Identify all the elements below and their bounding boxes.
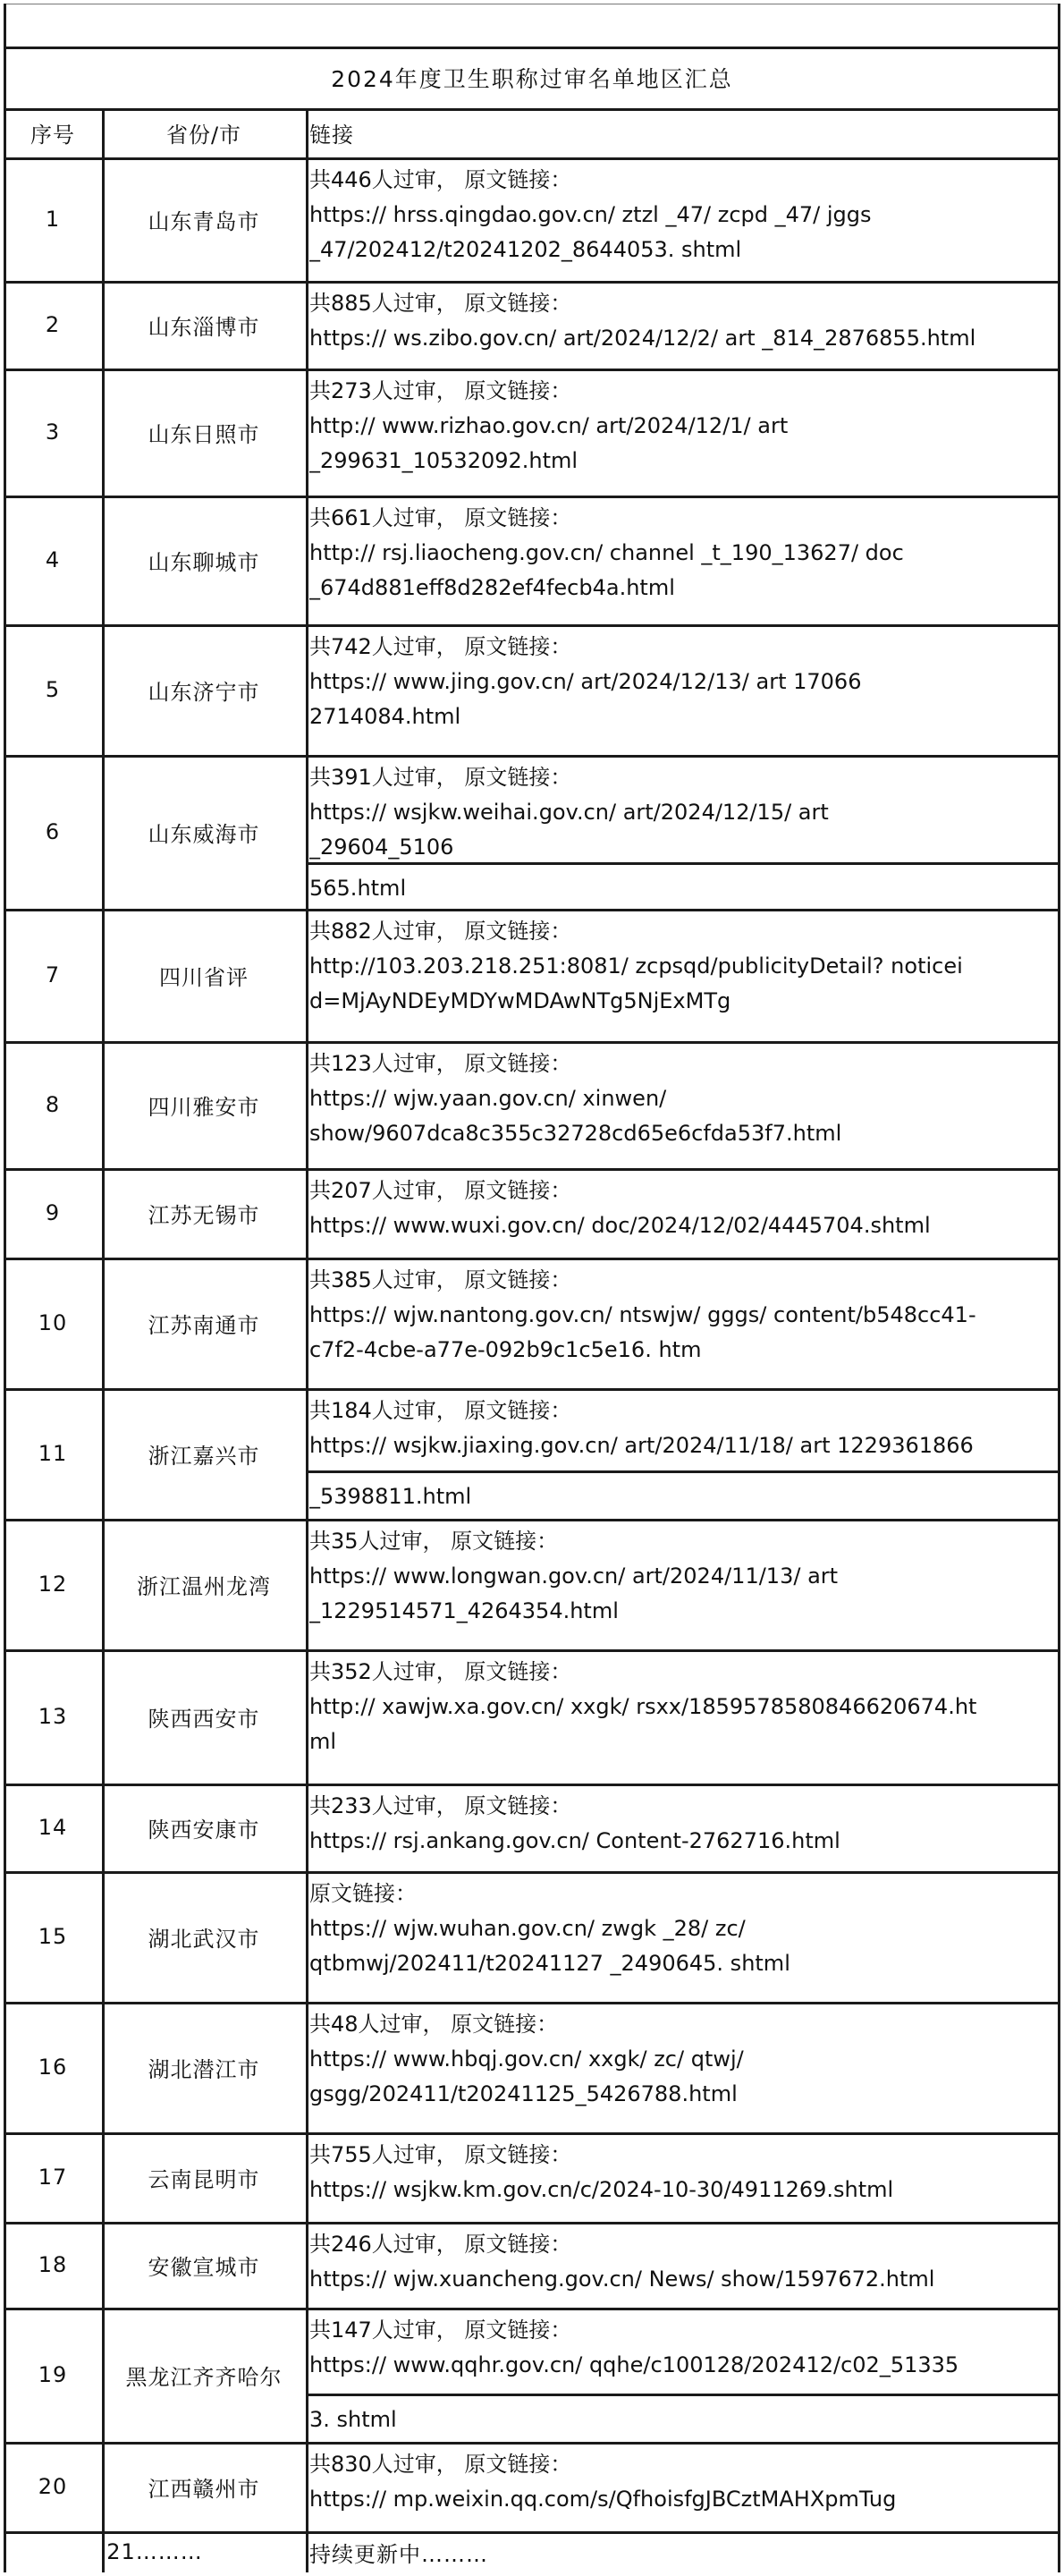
source-link[interactable]: https:// mp.weixin.qq.com/s/QfhoisfgJBCztMAHXpmTug [309,2487,897,2512]
row-link-text [309,914,1057,1039]
source-link[interactable]: _47/202412/t20241202_8644053. shtml [309,237,742,262]
table-rule [306,1470,1060,1473]
row-number: 17 [38,2165,68,2190]
row-number: 18 [38,2252,68,2277]
source-link[interactable]: 2714084.html [309,704,461,729]
source-link[interactable]: gsgg/202411/t20241125_5426788.html [309,2081,738,2106]
source-link[interactable]: https:// www.jing.gov.cn/ art/2024/12/13/ art 17066 [309,669,862,694]
row-number: 3 [45,419,61,445]
row-number: 6 [45,819,61,844]
source-link[interactable]: https:// wsjkw.jiaxing.gov.cn/ art/2024/11/18/ art 1229361866 [309,1433,974,1458]
row-number: 15 [38,1924,68,1949]
row-link-text [309,2313,1057,2440]
row-region: 江苏南通市 [148,1312,260,1338]
row-region: 四川省评 [159,964,249,990]
header-region: 省份/市 [165,123,242,148]
row-number: 2 [45,312,61,337]
row-link-text [309,163,1057,279]
source-link[interactable]: https:// www.qqhr.gov.cn/ qqhe/c100128/202412/c02_51335 [309,2352,959,2377]
row-region: 湖北潜江市 [148,2056,260,2082]
row-link-text [309,1877,1057,2000]
row-region: 陕西西安市 [148,1706,260,1732]
approved-count-text: 共246人过审， 原文链接： [309,2232,572,2257]
source-link[interactable]: _5398811.html [309,1484,472,1509]
source-link[interactable]: c7f2-4cbe-a77e-092b9c1c5e16. htm [309,1337,702,1362]
row-number: 9 [45,1200,61,1225]
row-region: 浙江嘉兴市 [148,1443,260,1469]
header-num: 序号 [30,123,75,148]
row-link-text [309,1394,1057,1517]
approved-count-text: 共233人过审， 原文链接： [309,1793,572,1818]
row-number: 14 [38,1815,68,1840]
row-link-text [309,1174,1057,1256]
approved-count-text: 共742人过审， 原文链接： [309,634,572,659]
row-region: 山东淄博市 [148,314,260,340]
row-link-text [309,2007,1057,2131]
row-region: 四川雅安市 [148,1094,260,1120]
row-region: 湖北武汉市 [148,1926,260,1952]
row-link-text [309,1046,1057,1166]
row-number: 5 [45,677,61,702]
row-link-text [309,1263,1057,1386]
source-link[interactable]: qtbmwj/202411/t20241127 _2490645. shtml [309,1951,790,1976]
source-link[interactable]: https:// hrss.qingdao.gov.cn/ ztzl _47/ zcpd _47/ jggs [309,202,872,227]
source-link[interactable]: https:// wsjkw.km.gov.cn/c/2024-10-30/4911269.shtml [309,2177,894,2202]
source-link[interactable]: https:// wjw.yaan.gov.cn/ xinwen/ [309,1086,667,1111]
row-region: 山东济宁市 [148,679,260,705]
row-link-text [309,2227,1057,2306]
source-link[interactable]: http:// rsj.liaocheng.gov.cn/ channel _t_190_13627/ doc [309,540,904,565]
source-link[interactable]: http:// www.rizhao.gov.cn/ art/2024/12/1/ art [309,413,789,438]
approved-count-text: 共184人过审， 原文链接： [309,1398,572,1423]
source-link[interactable]: _299631_10532092.html [309,448,578,473]
approved-count-text: 共755人过审， 原文链接： [309,2142,572,2167]
row-region: 云南昆明市 [148,2166,260,2192]
row-link-text [309,1655,1057,1782]
source-link[interactable]: ml [309,1729,337,1754]
approved-count-text: 共882人过审， 原文链接： [309,919,572,944]
row-link-text [309,2447,1057,2529]
footer-continue-note: 持续更新中……… [309,2541,488,2567]
approved-count-text: 共123人过审， 原文链接： [309,1051,572,1076]
source-link[interactable]: https:// www.hbqj.gov.cn/ xxgk/ zc/ qtwj/ [309,2046,744,2072]
source-link[interactable]: https:// ws.zibo.gov.cn/ art/2024/12/2/ art _814_2876855.html [309,326,976,351]
source-link[interactable]: http://103.203.218.251:8081/ zcpsqd/publicityDetail? noticei [309,953,963,979]
row-number: 4 [45,547,61,572]
row-number: 16 [38,2055,68,2080]
row-region: 浙江温州龙湾 [137,1573,271,1599]
source-link[interactable]: https:// wsjkw.weihai.gov.cn/ art/2024/12/15/ art [309,800,829,825]
source-link[interactable]: _29604_5106 [309,835,454,860]
row-link-text [309,1789,1057,1869]
table-rule [306,2394,1060,2396]
row-link-text [309,1524,1057,1648]
approved-count-text: 共391人过审， 原文链接： [309,765,572,790]
approved-count-text: 共273人过审， 原文链接： [309,378,572,403]
approved-count-text: 原文链接： [309,1881,417,1906]
row-region: 安徽宣城市 [148,2254,260,2280]
row-number: 13 [38,1704,68,1729]
row-region: 江苏无锡市 [148,1202,260,1228]
page-title: 2024年度卫生职称过审名单地区汇总 [331,65,733,92]
row-region: 山东威海市 [148,821,260,847]
approved-count-text: 共385人过审， 原文链接： [309,1267,572,1292]
source-link[interactable]: https:// wjw.xuancheng.gov.cn/ News/ show/1597672.html [309,2267,935,2292]
footer-next-number: 21……… [106,2539,203,2564]
approved-count-text: 共207人过审， 原文链接： [309,1178,572,1203]
table-border-right [1058,4,1060,2572]
summary-table [4,4,1060,2572]
row-number: 19 [38,2362,68,2387]
approved-count-text: 共446人过审， 原文链接： [309,167,572,192]
source-link[interactable]: show/9607dca8c355c32728cd65e6cfda53f7.html [309,1121,842,1146]
row-number: 7 [45,962,61,987]
source-link[interactable]: d=MjAyNDEyMDYwMDAwNTg5NjExMTg [309,988,731,1013]
source-link[interactable]: http:// xawjw.xa.gov.cn/ xxgk/ rsxx/1859578580846620674.ht [309,1694,977,1719]
source-link[interactable]: https:// wjw.nantong.gov.cn/ ntswjw/ gggs/ content/b548cc41- [309,1302,976,1327]
source-link[interactable]: _674d881eff8d282ef4fecb4a.html [309,575,675,600]
source-link[interactable]: 565.html [309,876,407,901]
row-link-text [309,501,1057,623]
row-region: 山东日照市 [148,421,260,447]
row-link-text [309,286,1057,367]
source-link[interactable]: https:// rsj.ankang.gov.cn/ Content-2762716.html [309,1828,840,1853]
row-region: 陕西安康市 [148,1817,260,1843]
row-link-text [309,760,1057,907]
table-rule [306,862,1060,865]
row-number: 10 [38,1310,68,1335]
approved-count-text: 共147人过审， 原文链接： [309,2318,572,2343]
row-number: 8 [45,1092,61,1117]
source-link[interactable]: _1229514571_4264354.html [309,1598,619,1623]
approved-count-text: 共48人过审， 原文链接： [309,2012,559,2037]
row-number: 1 [45,207,61,232]
approved-count-text: 共352人过审， 原文链接： [309,1659,572,1684]
source-link[interactable]: https:// www.wuxi.gov.cn/ doc/2024/12/02/4445704.shtml [309,1213,931,1238]
row-region: 江西赣州市 [148,2476,260,2502]
row-number: 20 [38,2474,68,2499]
approved-count-text: 共830人过审， 原文链接： [309,2452,572,2477]
approved-count-text: 共35人过审， 原文链接： [309,1529,559,1554]
source-link[interactable]: https:// www.longwan.gov.cn/ art/2024/11/13/ art [309,1563,839,1589]
row-link-text [309,2138,1057,2220]
header-link: 链接 [309,123,354,148]
column-divider-region [306,108,308,2572]
approved-count-text: 共661人过审， 原文链接： [309,505,572,530]
approved-count-text: 共885人过审， 原文链接： [309,291,572,316]
row-link-text [309,630,1057,753]
row-region: 黑龙江齐齐哈尔 [125,2364,283,2390]
source-link[interactable]: https:// wjw.wuhan.gov.cn/ zwgk _28/ zc/ [309,1916,746,1941]
row-region: 山东聊城市 [148,549,260,575]
row-number: 11 [38,1441,68,1466]
row-number: 12 [38,1572,68,1597]
row-link-text [309,374,1057,494]
row-region: 山东青岛市 [148,208,260,234]
source-link[interactable]: 3. shtml [309,2407,397,2432]
